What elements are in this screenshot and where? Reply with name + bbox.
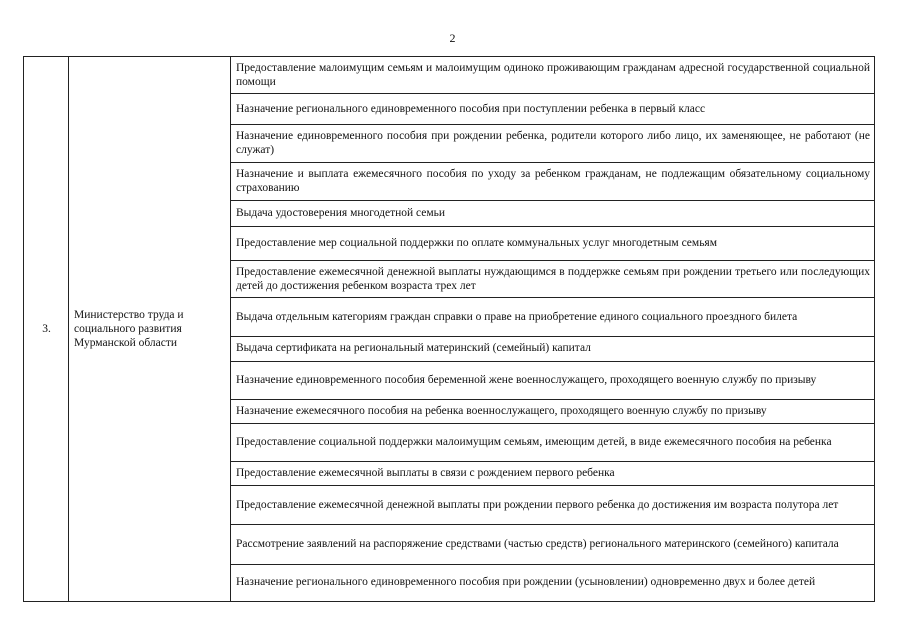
service-cell: Выдача удостоверения многодетной семьи	[231, 201, 875, 227]
service-cell: Рассмотрение заявлений на распоряжение средствами (частью средств) регионального материнского (семейного) капитала	[231, 525, 875, 564]
service-cell: Назначение регионального единовременного пособия при рождении (усыновлении) одновременно двух и более детей	[231, 564, 875, 601]
service-cell: Назначение единовременного пособия при рождении ребенка, родители которого либо лицо, их заменяющее, не работают (не служат)	[231, 125, 875, 162]
service-cell: Предоставление ежемесячной денежной выплаты при рождении первого ребенка до достижения им возраста полутора лет	[231, 485, 875, 524]
services-table	[23, 56, 875, 602]
organization-cell: Министерство труда и социального развития Мурманской области	[69, 57, 231, 602]
service-cell: Назначение и выплата ежемесячного пособия по уходу за ребенком гражданам, не подлежащим обязательному социальному страхованию	[231, 162, 875, 200]
service-cell: Предоставление ежемесячной денежной выплаты нуждающимся в поддержке семьям при рождении третьего или последующих детей до достижения ребенком возраста трех лет	[231, 261, 875, 298]
service-cell: Назначение регионального единовременного пособия при поступлении ребенка в первый класс	[231, 94, 875, 125]
page-number: 2	[449, 31, 456, 45]
service-cell: Выдача сертификата на региональный материнский (семейный) капитал	[231, 336, 875, 361]
service-cell: Назначение ежемесячного пособия на ребенка военнослужащего, проходящего военную службу по призыву	[231, 399, 875, 423]
service-cell: Предоставление ежемесячной выплаты в связи с рождением первого ребенка	[231, 462, 875, 486]
service-cell: Предоставление социальной поддержки малоимущим семьям, имеющим детей, в виде ежемесячного пособия на ребенка	[231, 423, 875, 461]
service-cell: Предоставление мер социальной поддержки по оплате коммунальных услуг многодетным семьям	[231, 226, 875, 260]
service-cell: Выдача отдельным категориям граждан справки о праве на приобретение единого социального проездного билета	[231, 298, 875, 336]
service-cell: Предоставление малоимущим семьям и малоимущим одиноко проживающим гражданам адресной государственной социальной помощи	[231, 57, 875, 94]
service-cell: Назначение единовременного пособия беременной жене военнослужащего, проходящего военную службу по призыву	[231, 361, 875, 399]
row-number-cell: 3.	[24, 57, 69, 602]
table-row	[24, 57, 875, 94]
